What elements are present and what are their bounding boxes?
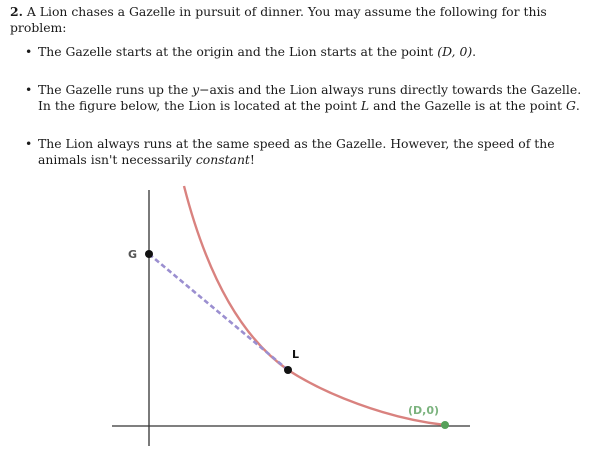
tangent-line: [149, 254, 288, 370]
bullet-icon: •: [25, 82, 33, 97]
assumption-text: !: [249, 152, 255, 167]
lion-start-point: [441, 421, 449, 429]
assumption-text: The Gazelle starts at the origin and the Lion starts at the point: [38, 44, 438, 59]
gazelle-label: G: [128, 248, 138, 261]
gazelle-point: [145, 250, 153, 258]
problem-intro: [10, 4, 585, 36]
assumption-item: [10, 136, 585, 168]
bullet-icon: •: [25, 44, 33, 59]
assumption-text: and the Gazelle is at the point: [369, 98, 566, 113]
lion-label: L: [292, 348, 300, 361]
problem-number: 2.: [10, 4, 23, 19]
assumption-text: −axis and the Lion always runs directly towards the Gazelle. In the figure below, the Lion is located at the point: [38, 82, 582, 113]
assumption-text: The Gazelle runs up the: [38, 82, 193, 97]
math-y: y: [192, 82, 200, 97]
math-point-d0: (D, 0): [437, 44, 473, 59]
lion-point: [284, 366, 292, 374]
assumption-list: [10, 44, 585, 168]
math-g: G: [565, 98, 576, 113]
assumption-text: The Lion always runs at the same speed as the Gazelle. However, the speed of the animals isn't necessarily: [38, 136, 555, 167]
math-l: L: [360, 98, 370, 113]
assumption-item: [10, 82, 585, 114]
emphasis-constant: constant: [195, 152, 250, 167]
lion-start-label: (D,0): [408, 404, 440, 417]
assumption-text: .: [575, 98, 580, 113]
assumption-item: [10, 44, 585, 60]
problem-text: [10, 4, 585, 168]
pursuit-curve: [184, 186, 445, 425]
bullet-icon: •: [25, 136, 33, 151]
problem-intro-text: A Lion chases a Gazelle in pursuit of dinner. You may assume the following for this problem:: [10, 4, 547, 35]
assumption-text: .: [472, 44, 477, 59]
